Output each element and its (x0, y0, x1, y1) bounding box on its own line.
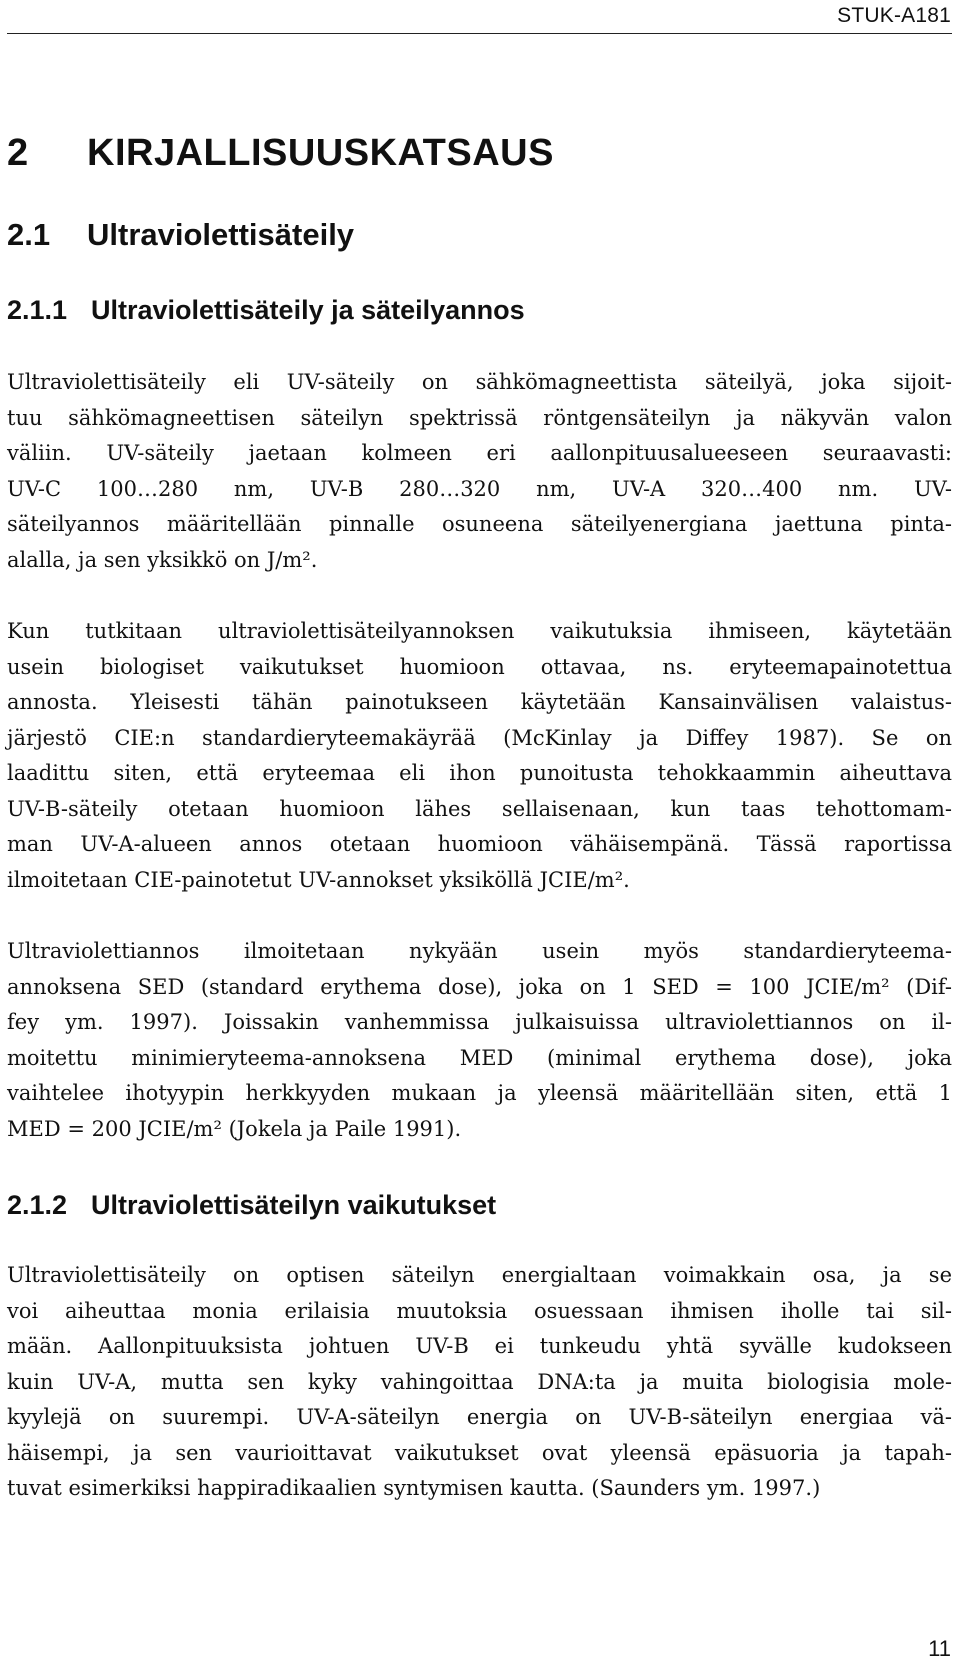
text-line: UV-B-säteily otetaan huomioon lähes sellaisenaan, kun taas tehottomam- (7, 796, 952, 821)
text-line: fey ym. 1997). Joissakin vanhemmissa julkaisuissa ultraviolettiannos on il- (7, 1010, 952, 1034)
text-line: moitettu minimieryteema-annoksena MED (minimal erythema dose), joka (7, 1045, 952, 1070)
paragraph-erythema-weighting (7, 614, 952, 898)
text-line: Ultraviolettiannos ilmoitetaan nykyään usein myös standardieryteema- (7, 939, 952, 963)
paragraph-uv-definition (7, 365, 952, 578)
header-divider (7, 33, 952, 34)
subsection-number: 2.1.1 (7, 295, 68, 325)
text-line: häisempi, ja sen vaurioittavat vaikutukset ovat yleensä epäsuoria ja tapah- (7, 1440, 952, 1465)
text-line: säteilyannos määritellään pinnalle osuneena säteilyenergiana jaettuna pinta- (7, 512, 952, 536)
text-line: man UV-A-alueen annos otetaan huomioon vähäisempänä. Tässä raportissa (7, 832, 952, 856)
text-line: kuin UV-A, mutta sen kyky vahingoittaa DNA:ta ja muita biologisia mole- (7, 1369, 952, 1394)
text-line: MED = 200 JCIE/m² (Jokela ja Paile 1991). (7, 1116, 462, 1141)
text-line: annoksena SED (standard erythema dose), joka on 1 SED = 100 JCIE/m² (Dif- (7, 974, 952, 999)
text-line: tuvat esimerkiksi happiradikaalien syntymisen kautta. (Saunders ym. 1997.) (7, 1476, 821, 1500)
section-heading (7, 216, 354, 254)
subsection-title: Ultraviolettisäteilyn vaikutukset (91, 1190, 497, 1220)
text-line: järjestö CIE:n standardieryteemakäyrää (McKinlay ja Diffey 1987). Se on (7, 725, 952, 750)
paragraph-uv-effects (7, 1258, 952, 1507)
text-line: mään. Aallonpituuksista johtuen UV-B ei tunkeudu yhtä syvälle kudokseen (7, 1334, 952, 1358)
text-line: tuu sähkömagneettisen säteilyn spektrissä röntgensäteilyn ja näkyvän valon (7, 405, 952, 430)
chapter-title: KIRJALLISUUSKATSAUS (87, 132, 554, 174)
text-line: annosta. Yleisesti tähän painotukseen käytetään Kansainvälisen valaistus- (7, 690, 952, 714)
text-line: laadittu siten, että eryteemaa eli ihon punoitusta tehokkaammin aiheuttava (7, 761, 952, 785)
text-line: UV-C 100…280 nm, UV-B 280…320 nm, UV-A 320…400 nm. UV- (7, 476, 952, 501)
subsection-number: 2.1.2 (7, 1190, 68, 1220)
subsection-heading-1 (7, 293, 525, 327)
section-title: Ultraviolettisäteily (87, 217, 355, 252)
text-line: kyylejä on suurempi. UV-A-säteilyn energia on UV-B-säteilyn energiaa vä- (7, 1405, 952, 1429)
text-line: väliin. UV-säteily jaetaan kolmeen eri aallonpituusalueeseen seuraavasti: (7, 441, 952, 465)
section-number: 2.1 (7, 217, 51, 252)
text-line: vaihtelee ihotyypin herkkyyden mukaan ja yleensä määritellään siten, että 1 (7, 1081, 952, 1105)
subsection-title: Ultraviolettisäteily ja säteilyannos (91, 295, 525, 325)
text-line: Kun tutkitaan ultraviolettisäteilyannoksen vaikutuksia ihmiseen, käytetään (7, 619, 952, 643)
text-line: usein biologiset vaikutukset huomioon ottavaa, ns. eryteemapainotettua (7, 654, 952, 679)
chapter-heading (7, 130, 554, 176)
text-line: Ultraviolettisäteily on optisen säteilyn energialtaan voimakkain osa, ja se (7, 1263, 952, 1287)
subsection-heading-2 (7, 1188, 496, 1222)
page-number: 11 (928, 1636, 951, 1661)
chapter-number: 2 (7, 132, 29, 174)
text-line: Ultraviolettisäteily eli UV-säteily on sähkömagneettista säteilyä, joka sijoit- (7, 370, 952, 394)
report-id: STUK-A181 (837, 4, 951, 27)
text-line: alalla, ja sen yksikkö on J/m². (7, 547, 318, 572)
paragraph-dose-units (7, 934, 952, 1147)
text-line: voi aiheuttaa monia erilaisia muutoksia osuessaan ihmisen iholle tai sil- (7, 1298, 952, 1323)
text-line: ilmoitetaan CIE-painotetut UV-annokset yksiköllä JCIE/m². (7, 867, 630, 892)
